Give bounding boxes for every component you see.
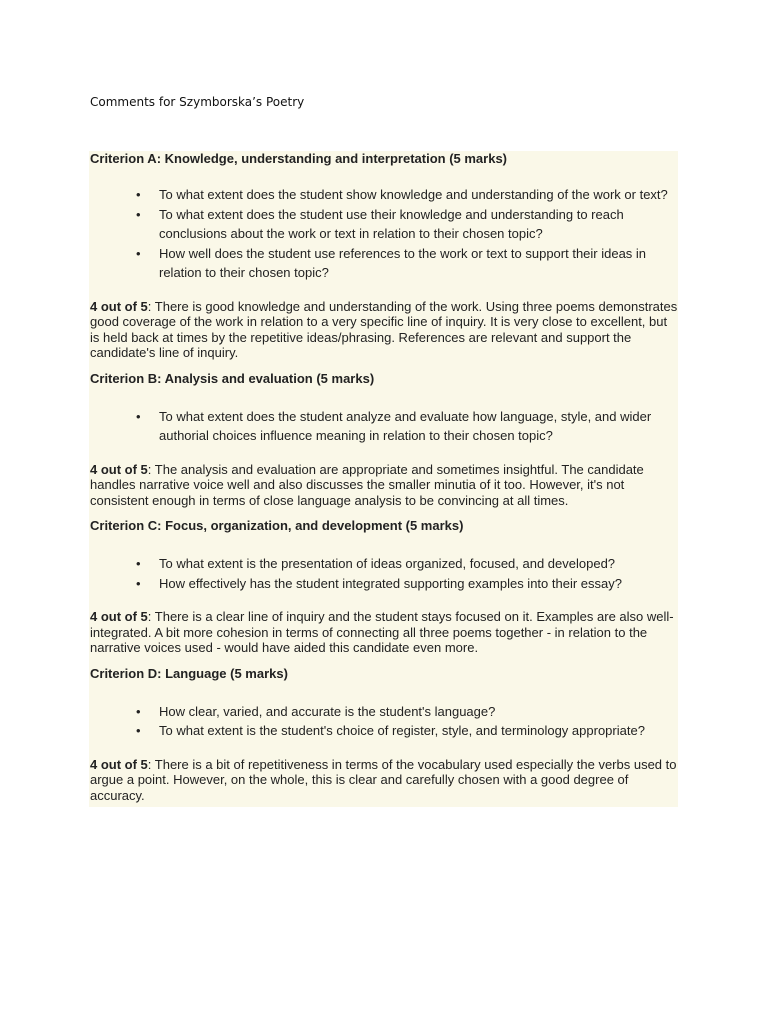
question-item: • To what extent is the presentation of ideas organized, focused, and developed? (90, 554, 678, 574)
criterion-c-questions (90, 554, 678, 593)
criterion-b-comment: 4 out of 5: The analysis and evaluation are appropriate and sometimes insightful. The candidate handles narrative voice well and also discusses the smaller minutia of it too. However, it's not consistent enough in terms of close language analysis to be convincing at all times. (90, 461, 644, 508)
score: 4 out of 5 (90, 609, 148, 624)
criterion-d-comment: 4 out of 5: There is a bit of repetitiveness in terms of the vocabulary used especially the verbs used to argue a point. However, on the whole, this is clear and carefully chosen with a good degree of accuracy. (90, 756, 677, 803)
score: 4 out of 5 (90, 298, 148, 314)
criterion-b-questions (90, 407, 678, 446)
bullet-icon: • (136, 187, 141, 202)
bullet-icon: • (136, 703, 141, 719)
criteria-content (90, 151, 678, 803)
criterion-a-comment: 4 out of 5: There is good knowledge and understanding of the work. Using three poems demonstrates good coverage of the work in relation to a very specific line of inquiry. It is very close to excellent, but is held back at times by the repetitive ideas/phrasing. References are relevant and support the candidate's line of inquiry. (90, 298, 678, 360)
question-item: • To what extent is the student's choice of register, style, and terminology appropriate? (90, 721, 678, 741)
bullet-icon: • (136, 723, 141, 738)
question-item: • To what extent does the student show knowledge and understanding of the work or text? (90, 185, 678, 205)
criterion-d (90, 666, 678, 804)
criterion-a-heading: Criterion A: Knowledge, understanding and interpretation (5 marks) (90, 151, 508, 166)
criterion-b (90, 371, 678, 509)
bullet-icon: • (136, 408, 141, 424)
bullet-icon: • (136, 575, 141, 591)
bullet-icon: • (136, 206, 141, 222)
criterion-a-questions (90, 185, 678, 283)
question-item: • To what extent does the student analyze and evaluate how language, style, and wider authorial choices influence meaning in relation to their chosen topic? (136, 408, 652, 443)
bullet-icon: • (136, 556, 141, 571)
question-item: • How clear, varied, and accurate is the student's language? (90, 702, 678, 722)
criterion-d-questions (90, 702, 678, 741)
bullet-icon: • (136, 245, 141, 261)
criterion-c (90, 518, 678, 656)
criterion-c-heading: Criterion C: Focus, organization, and development (5 marks) (90, 518, 464, 533)
page-title: Comments for Szymborska’s Poetry (90, 95, 305, 109)
criterion-d-heading: Criterion D: Language (5 marks) (90, 665, 288, 681)
question-item: • To what extent does the student use their knowledge and understanding to reach conclusions about the work or text in relation to their chosen topic? (136, 206, 624, 241)
criterion-a (90, 151, 678, 361)
criterion-b-heading: Criterion B: Analysis and evaluation (5 marks) (90, 370, 375, 386)
question-item: • How effectively has the student integrated supporting examples into their essay? (90, 574, 678, 594)
criterion-c-comment: 4 out of 5: There is a clear line of inquiry and the student stays focused on it. Examples are also well-integrated. A bit more cohesion in terms of connecting all three poems together - in relation to the narrative voices used - would have aided this candidate even more. (90, 609, 674, 655)
question-item: • How well does the student use references to the work or text to support their ideas in relation to their chosen topic? (136, 245, 647, 280)
score: 4 out of 5 (90, 756, 148, 772)
score: 4 out of 5 (90, 461, 148, 477)
